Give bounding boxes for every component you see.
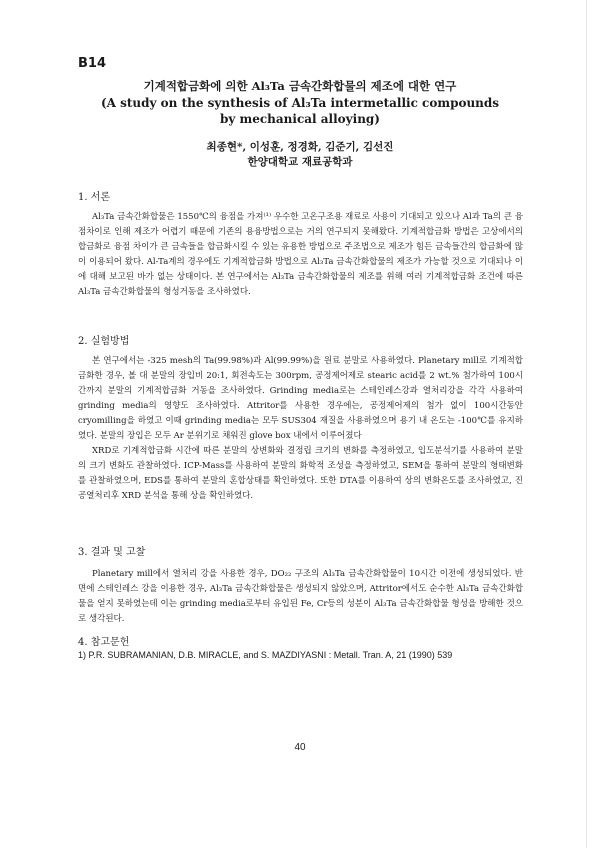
references-heading: 4. 참고문헌 <box>78 637 130 648</box>
title-block <box>60 78 540 127</box>
author-block <box>60 140 540 170</box>
affiliation: 한양대학교 재료공학과 <box>247 156 353 168</box>
methods-paragraph-1: 본 연구에서는 -325 mesh의 Ta(99.98%)과 Al(99.99%)을 원료 분말로 사용하였다. Planetary mill로 기계적합금화한 경우, 볼 대 분말의 장입비 20:1, 회전속도는 300rpm, 공정제어제로 stearic acid를 2 wt.% 첨가하여 100시간까지 분말의 기계적합금화 거동을 조사하였다. Grinding media로는 스테인레스강과 열처리강을 각각 사용하여 grinding media의 영향도 조사하였다. Attritor를 사용한 경우에는, 공정제어제의 첨가 없이 100시간동안 cryomilling을 하였고 이때 grinding media는 모두 SUS304 재질을 사용하였으며 용기 내 온도는 -100℃를 유지하였다. 분말의 장입은 모두 Ar 분위기로 채워진 glove box 내에서 이루어졌다 <box>78 356 523 441</box>
section-heading-methods: 2. 실험방법 <box>78 336 130 347</box>
title-english-line-1: (A study on the synthesis of Al₃Ta intermetallic compounds <box>100 96 500 110</box>
title-korean: 기계적합금화에 의한 Al₃Ta 금속간화합물의 제조에 대한 연구 <box>143 79 457 93</box>
methods-paragraph-2: XRD로 기계적합금화 시간에 따른 분말의 상변화와 결정립 크기의 변화를 측정하였고, 입도분석기를 사용하여 분말의 크기 변화도 관찰하였다. ICP-Mass를 사용하여 분말의 화학적 조성을 측정하였고, SEM을 통하여 분말의 형태변화를 관찰하였으며, EDS를 통하여 분말의 혼합상태를 확인하였다. 또한 DTA를 이용하여 상의 변화온도를 조사하였고, 진공열처리후 XRD 분석을 통해 상을 확인하였다. <box>78 446 523 501</box>
section-heading-intro: 1. 서론 <box>78 192 111 203</box>
page-number: 40 <box>294 742 306 753</box>
results-paragraph: Planetary mill에서 열처리 강을 사용한 경우, DO₂₂ 구조의 Al₃Ta 금속간화합물이 10시간 이전에 생성되었다. 반면에 스테인레스 강을 이용한 경우, Al₃Ta 금속간화합물은 생성되지 않았으며, Attritor에서도 순수한 Al₃Ta 금속간화합물을 얻지 못하였는데 이는 grinding media로부터 유입된 Fe, Cr등의 성분이 Al₃Ta 금속간화합물 형성을 방해한 것으로 생각된다. <box>78 569 523 624</box>
authors: 최종현*, 이성훈, 정경화, 김준기, 김선진 <box>206 141 394 153</box>
abstract-code: B14 <box>78 56 106 71</box>
intro-paragraph: Al₃Ta 금속간화합물은 1550℃의 융점을 가져⁽¹⁾ 우수한 고온구조용 재료로 사용이 기대되고 있으나 Al과 Ta의 큰 융점차이로 인해 제조가 어렵기 때문에 기존의 용융방법으로는 거의 연구되지 못해왔다. 기계적합금화 방법은 고상에서의 합금화로 융점 차이가 큰 금속들을 합금화시킬 수 있는 유용한 방법으로 주조법으로 제조가 힘든 금속들간의 합금화에 많이 이용되어 왔다. Al-Ta계의 경우에도 기계적합금화 방법으로 Al₃Ta 금속간화합물의 제조가 가능할 것으로 기대되나 이에 대해 보고된 바가 없는 상태이다. 본 연구에서는 Al₃Ta 금속간화합물의 제조를 위해 여러 기계적합금화 조건에 따른 Al₃Ta 금속간화합물의 형성거동을 조사하였다. <box>78 212 523 297</box>
reference-item: 1) P.R. SUBRAMANIAN, D.B. MIRACLE, and S. MAZDIYASNI : Metall. Tran. A, 21 (1990) 539 <box>78 650 453 660</box>
title-english-line-2: by mechanical alloying) <box>219 112 380 126</box>
scan-edge <box>586 0 587 848</box>
section-heading-results: 3. 결과 및 고찰 <box>78 547 146 558</box>
